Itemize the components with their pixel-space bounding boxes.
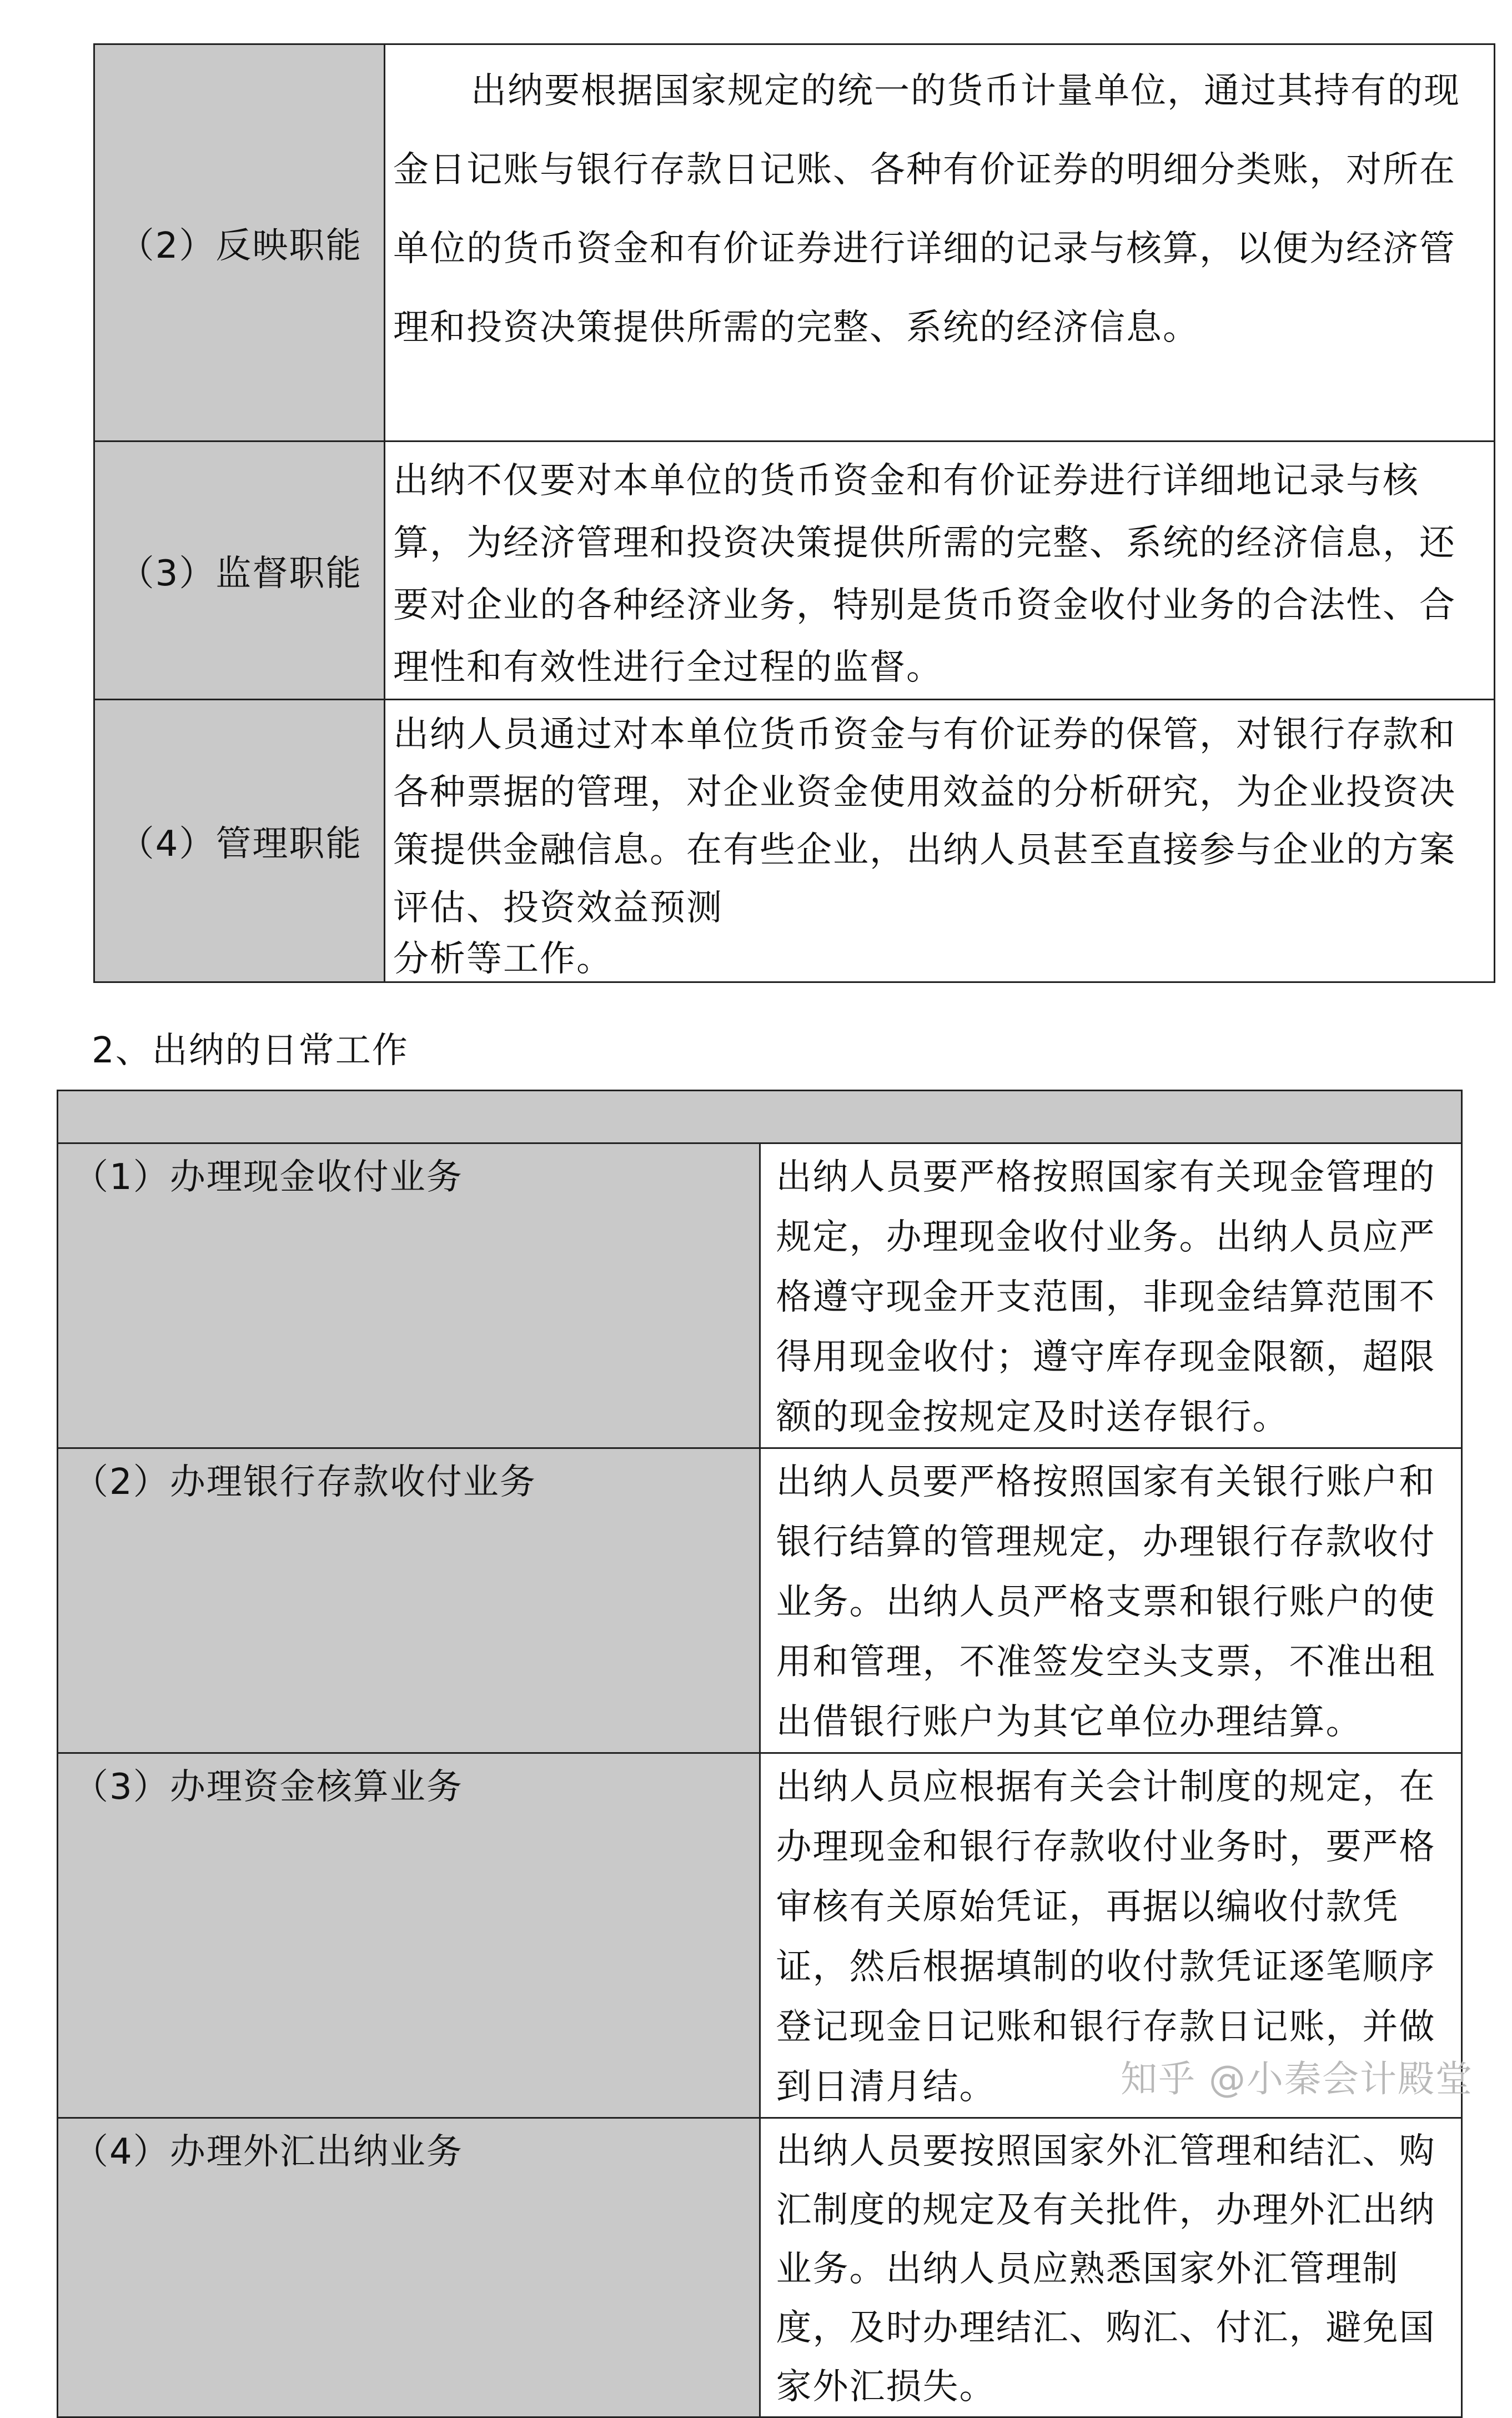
row-content: 出纳人员应根据有关会计制度的规定，在办理现金和银行存款收付业务时，要严格审核有关原始凭证，再据以编收付款凭证，然后根据填制的收付款凭证逐笔顺序登记现金日记账和银行存款日记账，并做到日清月结。 bbox=[776, 1767, 1436, 2108]
row-label: （3）监督职能 bbox=[118, 553, 363, 594]
row-label-cell bbox=[58, 2118, 760, 2417]
row-label: （1）办理现金收付业务 bbox=[73, 1157, 463, 1198]
row-label-cell bbox=[94, 700, 385, 982]
row-content: 出纳人员要严格按照国家有关银行账户和银行结算的管理规定，办理银行存款收付业务。出纳人员严格支票和银行账户的使用和管理，不准签发空头支票，不准出租出借银行账户为其它单位办理结算。 bbox=[776, 1462, 1436, 1743]
row-content-cell bbox=[385, 442, 1495, 700]
row-content bbox=[385, 700, 1494, 981]
row-content: 出纳人员要按照国家外汇管理和结汇、购汇制度的规定及有关批件，办理外汇出纳业务。出纳人员应熟悉国家外汇管理制度，及时办理结汇、购汇、付汇，避免国家外汇损失。 bbox=[776, 2131, 1436, 2407]
table-header-cell bbox=[58, 1091, 1462, 1143]
duties-table bbox=[93, 43, 1495, 983]
row-content: 出纳不仅要对本单位的货币资金和有价证券进行详细地记录与核算，为经济管理和投资决策提供所需的完整、系统的经济信息，还要对企业的各种经济业务，特别是货币资金收付业务的合法性、合理性和有效性进行全过程的监督。 bbox=[393, 460, 1456, 688]
daily-work-table bbox=[57, 1090, 1463, 2418]
table-header-row bbox=[58, 1091, 1462, 1143]
row-label: （2）反映职能 bbox=[118, 225, 363, 267]
row-label: （3）办理资金核算业务 bbox=[73, 1767, 463, 1808]
row-label: （4）办理外汇出纳业务 bbox=[73, 2131, 463, 2173]
row-content-cell bbox=[760, 2118, 1462, 2417]
table-row bbox=[94, 442, 1495, 700]
row-content-cell bbox=[385, 700, 1495, 982]
table-row bbox=[58, 2118, 1462, 2417]
row-content-cell bbox=[760, 1448, 1462, 1753]
watermark: 知乎 @小秦会计殿堂 bbox=[1121, 2058, 1473, 2100]
row-content: 出纳人员要严格按照国家有关现金管理的规定，办理现金收付业务。出纳人员应严格遵守现金开支范围，非现金结算范围不得用现金收付；遵守库存现金限额，超限额的现金按规定及时送存银行。 bbox=[776, 1157, 1436, 1438]
row-label-cell bbox=[94, 44, 385, 442]
table-row bbox=[94, 700, 1495, 982]
table-row bbox=[94, 44, 1495, 442]
row-content-cell bbox=[385, 44, 1495, 442]
row-content-tail: 分析等工作。 bbox=[393, 939, 613, 980]
row-label: （4）管理职能 bbox=[118, 824, 363, 865]
row-content: 出纳要根据国家规定的统一的货币计量单位，通过其持有的现金日记账与银行存款日记账、各种有价证券的明细分类账，对所在单位的货币资金和有价证券进行详细的记录与核算，以便为经济管理和投资决策提供所需的完整、系统的经济信息。 bbox=[393, 71, 1460, 348]
table-row bbox=[58, 1143, 1462, 1448]
row-label-cell bbox=[58, 1753, 760, 2118]
row-content-main: 出纳人员通过对本单位货币资金与有价证券的保管，对银行存款和各种票据的管理，对企业资金使用效益的分析研究，为企业投资决策提供金融信息。在有些企业，出纳人员甚至直接参与企业的方案评估、投资效益预测 bbox=[393, 714, 1456, 929]
row-content-cell bbox=[760, 1143, 1462, 1448]
row-label-cell bbox=[58, 1143, 760, 1448]
table-row bbox=[58, 1448, 1462, 1753]
row-label-cell bbox=[58, 1448, 760, 1753]
row-label: （2）办理银行存款收付业务 bbox=[73, 1462, 536, 1503]
row-label-cell bbox=[94, 442, 385, 700]
section-heading: 2、出纳的日常工作 bbox=[92, 1030, 409, 1071]
